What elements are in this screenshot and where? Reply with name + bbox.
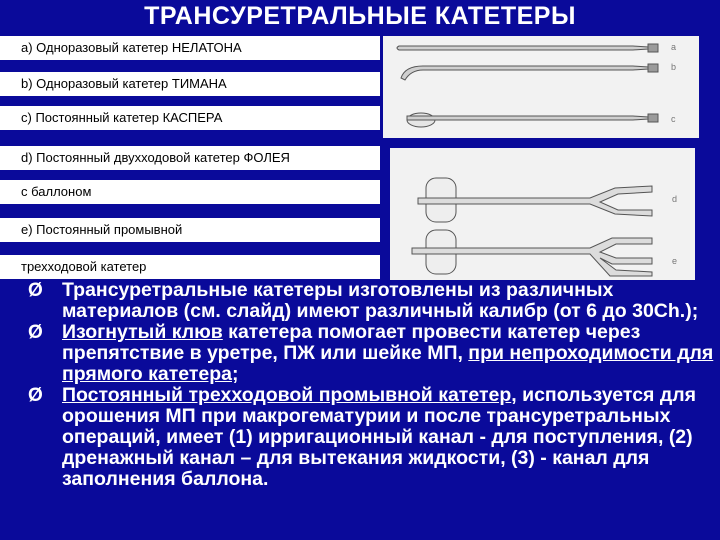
arrow-bullet-icon: Ø [28, 322, 43, 343]
bullet-curved-tip-end: ; [231, 363, 239, 385]
bullet-three-way [28, 385, 718, 490]
photo-letter-e: e [672, 256, 678, 266]
label-d: d) Постоянный двухходовой катетер ФОЛЕЯ [0, 146, 380, 170]
bullet-curved-tip-term: Изогнутый клюв [62, 321, 223, 343]
arrow-bullet-icon: Ø [28, 385, 43, 406]
catheter-photo-bottom-drawing [390, 148, 695, 280]
arrow-bullet-icon: Ø [28, 280, 43, 301]
label-e: e) Постоянный промывной [0, 218, 380, 242]
label-a: a) Одноразовый катетер НЕЛАТОНА [0, 36, 380, 60]
catheter-photo-bottom [390, 148, 695, 280]
bullet-materials-text: Трансуретральные катетеры изготовлены из различных материалов (см. слайд) имеют различный калибр (от 6 до 30Ch.); [62, 279, 699, 322]
bullet-materials [28, 280, 718, 322]
label-e-cont: трехходовой катетер [0, 255, 380, 279]
label-b: b) Одноразовый катетер ТИМАНА [0, 72, 380, 96]
catheter-photo-top [383, 36, 699, 138]
label-d-cont: с баллоном [0, 180, 380, 204]
photo-letter-b: b [671, 62, 677, 72]
bullet-curved-tip-condition: при непроходимости для прямого катетера [62, 342, 714, 385]
photo-letter-c: c [671, 114, 676, 124]
catheter-photo-top-drawing [383, 36, 699, 138]
slide-title: ТРАНСУРЕТРАЛЬНЫЕ КАТЕТЕРЫ [144, 2, 576, 30]
bullet-curved-tip-text: катетера помогает провести катетер через препятствие в уретре, ПЖ или шейке МП, [62, 321, 641, 364]
photo-letter-a: a [671, 42, 677, 52]
bullet-three-way-text: , используется для орошения МП при макрогематурии и после трансуретральных операций, имеет (1) ирригационный канал - для поступления, (2) дренажный канал – для вытекания жидкости, (3) - канал для заполнения баллона. [62, 384, 696, 490]
photo-letter-d: d [672, 194, 678, 204]
bullet-curved-tip [28, 322, 718, 385]
label-c: c) Постоянный катетер КАСПЕРА [0, 106, 380, 130]
bullet-list [28, 280, 718, 490]
bullet-three-way-term: Постоянный трехходовой промывной катетер [62, 384, 512, 406]
